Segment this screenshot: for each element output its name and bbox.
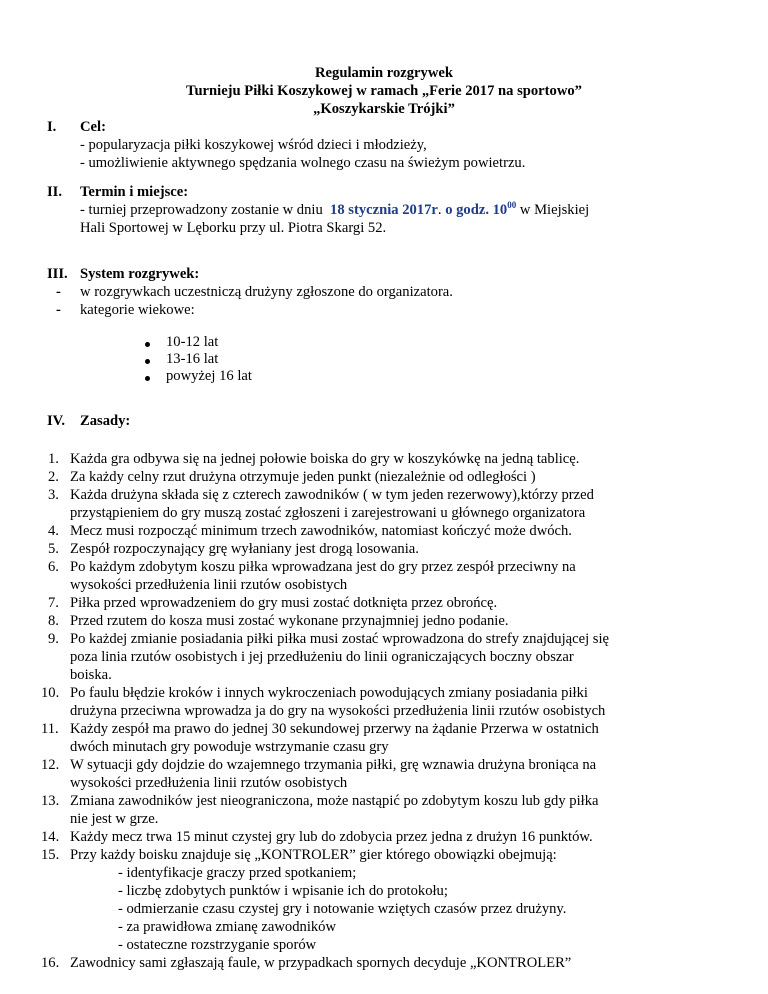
section-3-numeral: III.: [47, 266, 68, 282]
rule-text: Po każdym zdobytym koszu piłka wprowadzana jest do gry przez zespół przeciwny na: [70, 559, 576, 575]
rule-text: poza linia rzutów osobistych i jej przedłużeniu do linii ograniczających boczny obszar: [70, 649, 574, 665]
event-dot: .: [437, 202, 442, 218]
rule-text: Każda gra odbywa się na jednej połowie boiska do gry w koszykówkę na jedną tablicę.: [70, 451, 580, 467]
duty-item: - identyfikacje graczy przed spotkaniem;: [118, 865, 357, 881]
duty-item: - liczbę zdobytych punktów i wpisanie ich do protokołu;: [118, 883, 448, 899]
event-time-minutes: 00: [507, 200, 517, 210]
section-2-heading: Termin i miejsce:: [80, 184, 189, 200]
section-2-line: [80, 201, 589, 219]
event-time: [445, 202, 516, 218]
rule-text: Każdy zespół ma prawo do jednej 30 sekundowej przerwy na żądanie Przerwa w ostatnich: [70, 721, 599, 737]
section-1-numeral: I.: [47, 119, 57, 135]
tournament-name: „Koszykarskie Trójki”: [313, 101, 455, 117]
section-4-heading: Zasady:: [80, 413, 131, 429]
document-page: Regulamin rozgrywek Turnieju Piłki Koszykowej w ramach „Ferie 2017 na sportowo” „Koszykarskie Trójki” I. Cel: - popularyzacja piłki koszykowej wśród dzieci i młodzieży, - umożliwienie aktywnego spędzania wolnego czasu na świeżym powietrzu. II. Termin i miejsce: - turniej przeprowadzony zostanie w dniu 18 stycznia 2017r. o godz. $10^{00}$ w Miejskiej Hali Sportowej w Lęborku przy ul. Piotra Skargi 52. III. System rozgrywek: - w rozgrywkach uczestniczą drużyny zgłoszone do organizatora. - kategorie wiekowe: 10-12 lat 13-16 lat powyżej 16 lat IV. Zasady: 1. Każda gra odbywa się na jednej połowie boiska do gry w koszykówkę na jedną tablicę. 2. Za każdy celny rzut drużyna otrzymuje jeden punkt (niezależnie od odległości ) 3. Każda drużyna składa się z czterech zawodników ( w tym jeden rezerwowy),którzy przed przystąpieniem do gry muszą zostać zgłoszeni i zarejestrowani u głównego organizatora 4. Mecz musi rozpocząć minimum trzech zawodników, natomiast kończyć może dwóch. 5. Zespół rozpoczynający grę wyłaniany jest drogą losowania. 6. Po każdym zdobytym koszu piłka wprowadzana jest do gry przez zespół przeciwny na wysokości przedłużenia linii rzutów osobistych 7. Piłka przed wprowadzeniem do gry musi zostać dotknięta przez obrońcę. 8. Przed rzutem do kosza musi zostać wykonane przynajmniej jedno podanie. 9. Po każdej zmianie posiadania piłki piłka musi zostać wprowadzona do strefy znajdującej się poza linia rzutów osobistych i jej przedłużeniu do linii ograniczających boczny obszar boiska. 10. Po faulu błędzie kroków i innych wykroczeniach powodujących zmiany posiadania piłki drużyna przeciwna wprowadza ja do gry na wysokości przedłużenia linii rzutów osobistych 11. Każdy zespół ma prawo do jednej 30 sekundowej przerwy na żądanie Przerwa w ostatnich dwóch minutach gry powoduje wstrzymanie czasu gry 12. W sytuacji gdy dojdzie do wzajemnego trzymania piłki, grę wznawia drużyna broniąca na wysokości przedłużenia linii rzutów osobistych 13. Zmiana zawodników jest nieograniczona, może nastąpić po zdobytym koszu lub gdy piłka nie jest w grze. 14. Każdy mecz trwa 15 minut czystej gry lub do zdobycia przez jedna z drużyn 16 punktów. 15. Przy każdy boisku znajduje się „KONTROLER” gier którego obowiązki obejmują: - identyfikacje graczy przed spotkaniem; - liczbę zdobytych punktów i wpisanie ich do protokołu; - odmierzanie czasu czystej gry i notowanie wziętych czasów przez drużyny. - za prawidłowa zmianę zawodników - ostateczne rozstrzyganie sporów 16. Zawodnicy sami zgłaszają faule, w przypadkach spornych decyduje „KONTROLER”: [0, 0, 768, 994]
age-category: 13-16 lat: [166, 351, 219, 367]
event-venue-start: w Miejskiej: [519, 202, 590, 218]
rule-text: Każda drużyna składa się z czterech zawodników ( w tym jeden rezerwowy),którzy przed: [70, 487, 594, 503]
duty-item: - ostateczne rozstrzyganie sporów: [118, 937, 317, 953]
rule-text: Przy każdy boisku znajduje się „KONTROLER” gier którego obowiązki obejmują:: [70, 847, 557, 863]
age-category: powyżej 16 lat: [166, 368, 252, 384]
bullet-icon: [145, 376, 150, 381]
section-3-line: w rozgrywkach uczestniczą drużyny zgłoszone do organizatora.: [80, 284, 453, 300]
document-subtitle: Turnieju Piłki Koszykowej w ramach „Ferie 2017 na sportowo”: [186, 83, 582, 99]
section-3-line: kategorie wiekowe:: [80, 302, 195, 318]
age-category: 10-12 lat: [166, 334, 219, 350]
event-date: 18 stycznia 2017r: [330, 202, 438, 218]
rule-text: boiska.: [70, 667, 112, 683]
bullet-icon: [145, 359, 150, 364]
event-time-hour: o godz. 10: [445, 202, 508, 218]
section-1-line: - popularyzacja piłki koszykowej wśród dzieci i młodzieży,: [80, 137, 427, 153]
event-text: - turniej przeprowadzony zostanie w dniu: [80, 202, 323, 218]
rule-text: dwóch minutach gry powoduje wstrzymanie czasu gry: [70, 739, 389, 755]
section-2-line: Hali Sportowej w Lęborku przy ul. Piotra Skargi 52.: [80, 220, 387, 236]
rule-text: wysokości przedłużenia linii rzutów osobistych: [70, 577, 348, 593]
rule-text: Piłka przed wprowadzeniem do gry musi zostać dotknięta przez obrońcę.: [70, 595, 498, 611]
rule-text: przystąpieniem do gry muszą zostać zgłoszeni i zarejestrowani u głównego organizatora: [70, 505, 586, 521]
rule-text: Po każdej zmianie posiadania piłki piłka musi zostać wprowadzona do strefy znajdującej się: [70, 631, 609, 647]
rule-text: Zmiana zawodników jest nieograniczona, może nastąpić po zdobytym koszu lub gdy piłka: [70, 793, 599, 809]
section-1-heading: Cel:: [80, 119, 106, 135]
dash-marker: -: [56, 302, 61, 318]
rule-text: Za każdy celny rzut drużyna otrzymuje jeden punkt (niezależnie od odległości ): [70, 469, 536, 485]
dash-marker: -: [56, 284, 61, 300]
rule-text: Mecz musi rozpocząć minimum trzech zawodników, natomiast kończyć może dwóch.: [70, 523, 572, 539]
section-4-numeral: IV.: [47, 413, 65, 429]
duty-item: - za prawidłowa zmianę zawodników: [118, 919, 337, 935]
rule-text: Zawodnicy sami zgłaszają faule, w przypadkach spornych decyduje „KONTROLER”: [70, 955, 572, 971]
rule-text: drużyna przeciwna wprowadza ja do gry na wysokości przedłużenia linii rzutów osobistych: [70, 703, 606, 719]
section-3-heading: System rozgrywek:: [80, 266, 200, 282]
rule-text: Po faulu błędzie kroków i innych wykroczeniach powodujących zmiany posiadania piłki: [70, 685, 588, 701]
bullet-icon: [145, 342, 150, 347]
rule-text: W sytuacji gdy dojdzie do wzajemnego trzymania piłki, grę wznawia drużyna broniąca na: [70, 757, 597, 773]
section-2-numeral: II.: [47, 184, 63, 200]
rule-text: Zespół rozpoczynający grę wyłaniany jest drogą losowania.: [70, 541, 419, 557]
duty-item: - odmierzanie czasu czystej gry i notowanie wziętych czasów przez drużyny.: [118, 901, 567, 917]
rule-text: wysokości przedłużenia linii rzutów osobistych: [70, 775, 348, 791]
document-title: Regulamin rozgrywek: [315, 65, 453, 81]
section-1-line: - umożliwienie aktywnego spędzania wolnego czasu na świeżym powietrzu.: [80, 155, 526, 171]
rule-text: Przed rzutem do kosza musi zostać wykonane przynajmniej jedno podanie.: [70, 613, 509, 629]
rule-text: Każdy mecz trwa 15 minut czystej gry lub do zdobycia przez jedna z drużyn 16 punktów.: [70, 829, 593, 845]
rule-text: nie jest w grze.: [70, 811, 159, 827]
